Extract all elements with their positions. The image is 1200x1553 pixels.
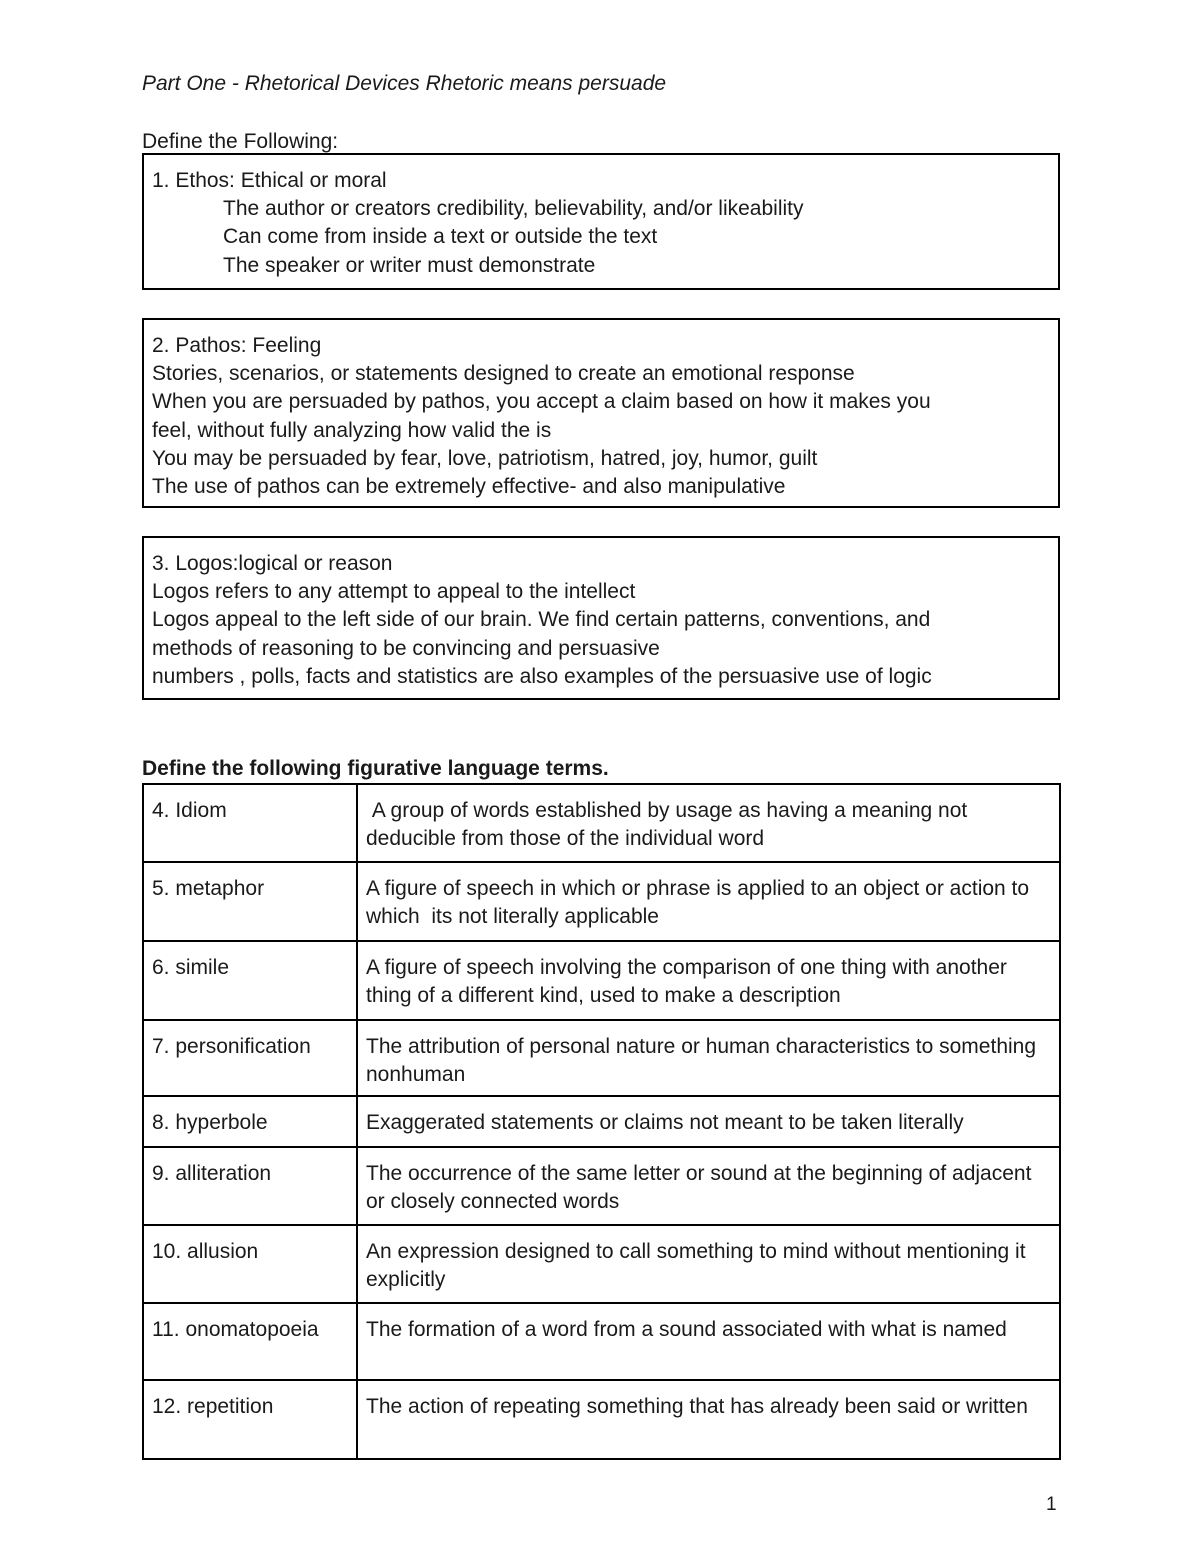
table-row <box>143 1225 1060 1303</box>
logos-line: numbers , polls, facts and statistics are also examples of the persuasive use of logic <box>152 664 932 688</box>
logos-heading: 3. Logos:logical or reason <box>152 552 393 575</box>
term-cell: 9. alliteration <box>143 1147 357 1225</box>
term-cell: 11. onomatopoeia <box>143 1303 357 1380</box>
table-row <box>143 862 1060 941</box>
table-row <box>143 1096 1060 1147</box>
ethos-box <box>142 153 1060 290</box>
pathos-line: Stories, scenarios, or statements designed to create an emotional response <box>152 362 855 386</box>
term-cell: 12. repetition <box>143 1380 357 1459</box>
term-cell: 7. personification <box>143 1020 357 1096</box>
ethos-line: Can come from inside a text or outside the text <box>223 225 658 249</box>
pathos-line: When you are persuaded by pathos, you accept a claim based on how it makes you <box>152 390 931 414</box>
intro-instruction: Define the Following: <box>142 130 339 153</box>
definition-cell: A figure of speech in which or phrase is applied to an object or action to which its not literally applicable <box>357 862 1060 941</box>
pathos-line: The use of pathos can be extremely effective- and also manipulative <box>152 475 786 499</box>
definition-cell: A figure of speech involving the comparison of one thing with another thing of a different kind, used to make a description <box>357 941 1060 1020</box>
ethos-line: The author or creators credibility, believability, and/or likeability <box>223 197 804 221</box>
table-row <box>143 784 1060 862</box>
logos-line: methods of reasoning to be convincing and persuasive <box>152 636 660 660</box>
terms-table <box>142 783 1061 1460</box>
table-row <box>143 1380 1060 1459</box>
ethos-line: The speaker or writer must demonstrate <box>223 253 596 277</box>
page-number: 1 <box>1046 1494 1057 1515</box>
ethos-heading: 1. Ethos: Ethical or moral <box>152 169 387 192</box>
table-row <box>143 1020 1060 1096</box>
pathos-box <box>142 318 1060 508</box>
table-heading: Define the following figurative language terms. <box>142 757 609 780</box>
term-cell: 5. metaphor <box>143 862 357 941</box>
table-row <box>143 941 1060 1020</box>
logos-line: Logos appeal to the left side of our brain. We find certain patterns, conventions, and <box>152 608 931 632</box>
definition-cell: The action of repeating something that has already been said or written <box>357 1380 1060 1459</box>
definition-cell: An expression designed to call something to mind without mentioning it explicitly <box>357 1225 1060 1303</box>
page-title: Part One - Rhetorical Devices Rhetoric means persuade <box>142 72 667 95</box>
table-row <box>143 1147 1060 1225</box>
term-cell: 8. hyperbole <box>143 1096 357 1147</box>
definition-cell: Exaggerated statements or claims not meant to be taken literally <box>357 1096 1060 1147</box>
logos-box <box>142 536 1060 700</box>
logos-line: Logos refers to any attempt to appeal to the intellect <box>152 580 636 604</box>
definition-cell: The formation of a word from a sound associated with what is named <box>357 1303 1060 1380</box>
pathos-heading: 2. Pathos: Feeling <box>152 334 322 357</box>
definition-cell: The attribution of personal nature or human characteristics to something nonhuman <box>357 1020 1060 1096</box>
definition-cell: A group of words established by usage as having a meaning not deducible from those of the individual word <box>357 784 1060 862</box>
pathos-line: feel, without fully analyzing how valid the is <box>152 418 552 442</box>
term-cell: 6. simile <box>143 941 357 1020</box>
pathos-line: You may be persuaded by fear, love, patriotism, hatred, joy, humor, guilt <box>152 446 818 470</box>
term-cell: 4. Idiom <box>143 784 357 862</box>
definition-cell: The occurrence of the same letter or sound at the beginning of adjacent or closely connected words <box>357 1147 1060 1225</box>
term-cell: 10. allusion <box>143 1225 357 1303</box>
table-row <box>143 1303 1060 1380</box>
